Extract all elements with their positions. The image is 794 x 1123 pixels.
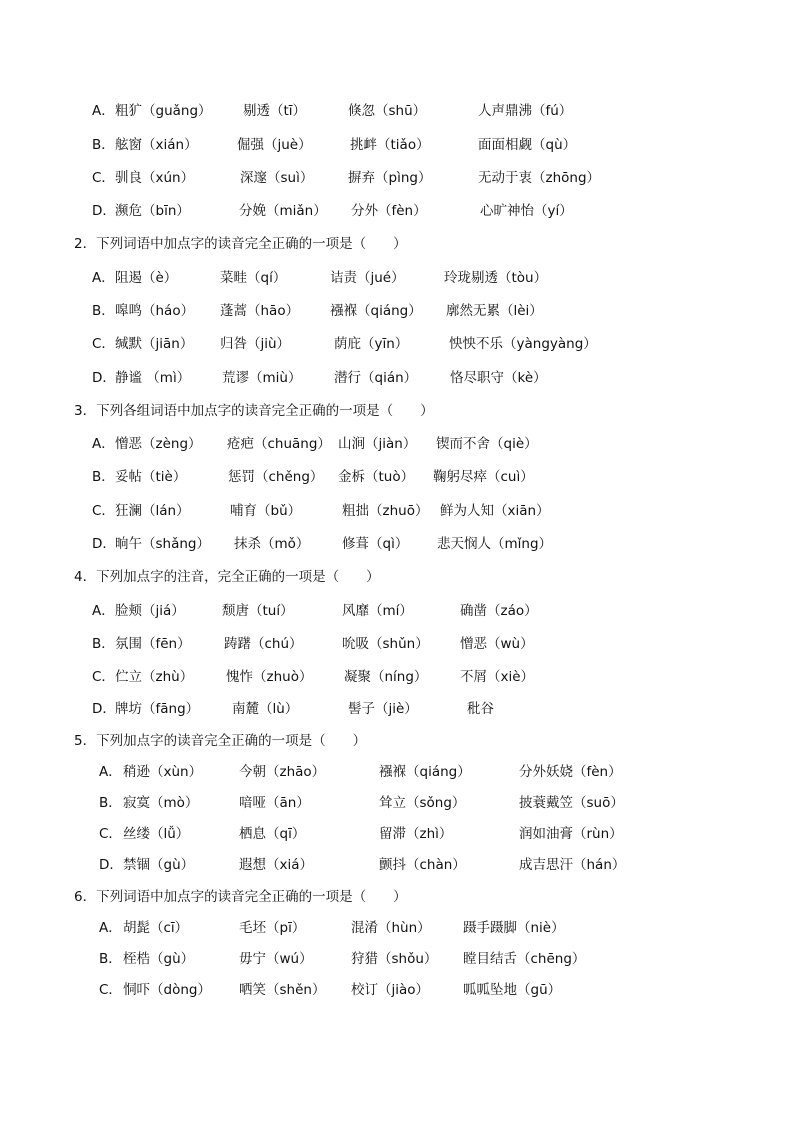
option-item: 憎恶（zèng） xyxy=(115,436,202,452)
option-item: 分外妖娆（fèn） xyxy=(519,764,622,780)
option-letter: B． xyxy=(92,303,115,319)
option-item: 成吉思汗（hán） xyxy=(519,857,626,873)
option-item: 玲珑剔透（tòu） xyxy=(444,270,548,286)
option-row xyxy=(92,466,732,488)
option-item: 潜行（qián） xyxy=(334,370,418,386)
option-item: 颓唐（tuí） xyxy=(222,603,294,619)
option-item: 摒弃（pìng） xyxy=(348,170,432,186)
option-item: 怏怏不乐（yàngyàng） xyxy=(449,336,597,352)
option-item: 深邃（suì） xyxy=(240,170,314,186)
option-item: 缄默（jiān） xyxy=(115,336,194,352)
option-row xyxy=(92,433,732,455)
option-row xyxy=(99,948,739,970)
question-stem: 5．下列加点字的读音完全正确的一项是（ ） xyxy=(74,733,367,749)
option-item: 哺育（bǔ） xyxy=(230,503,302,519)
option-row xyxy=(92,367,732,389)
option-item: 心旷神怡（yí） xyxy=(480,203,573,219)
question-stem: 4．下列加点字的注音，完全正确的一项是（ ） xyxy=(74,569,380,585)
option-row xyxy=(92,698,732,720)
option-item: 校订（jiào） xyxy=(351,982,430,998)
option-row xyxy=(92,633,732,655)
option-item: 吮吸（shǔn） xyxy=(342,636,429,652)
option-item: 氛围（fēn） xyxy=(115,636,191,652)
option-item: 粗犷（guǎng） xyxy=(115,103,212,119)
option-item: 颤抖（chàn） xyxy=(379,857,466,873)
option-letter: D． xyxy=(92,536,116,552)
option-item: 疮疤（chuāng） xyxy=(227,436,331,452)
option-row xyxy=(99,854,739,876)
option-letter: B． xyxy=(92,137,115,153)
option-item: 栖息（qī） xyxy=(239,826,306,842)
option-row xyxy=(92,666,732,688)
option-item: 不屑（xiè） xyxy=(460,669,535,685)
option-item: 鞠躬尽瘁（cuì） xyxy=(433,469,534,485)
option-item: 抹杀（mǒ） xyxy=(234,536,310,552)
option-row xyxy=(92,600,732,622)
option-item: 胡髭（cī） xyxy=(123,920,189,936)
option-item: 风靡（mí） xyxy=(342,603,413,619)
option-item: 剔透（tī） xyxy=(243,103,307,119)
option-item: 踌躇（chú） xyxy=(224,636,303,652)
option-letter: C． xyxy=(99,982,122,998)
option-item: 妥帖（tiè） xyxy=(115,469,187,485)
option-item: 廓然无累（lèi） xyxy=(446,303,543,319)
option-letter: A． xyxy=(92,603,115,619)
option-item: 濒危（bīn） xyxy=(115,203,190,219)
option-item: 遐想（xiá） xyxy=(239,857,314,873)
option-item: 禁锢（gù） xyxy=(123,857,195,873)
option-item: 鲜为人知（xiān） xyxy=(440,503,550,519)
option-item: 倏忽（shū） xyxy=(348,103,427,119)
option-item: 蓬蒿（hāo） xyxy=(220,303,300,319)
option-letter: B． xyxy=(99,795,122,811)
option-item: 蹑手蹑脚（niè） xyxy=(463,920,565,936)
option-letter: B． xyxy=(92,469,115,485)
option-item: 挑衅（tiǎo） xyxy=(350,137,430,153)
option-row xyxy=(92,134,732,156)
option-item: 倔强（juè） xyxy=(237,137,312,153)
option-item: 伫立（zhù） xyxy=(115,669,194,685)
option-item: 稍逊（xùn） xyxy=(123,764,203,780)
option-item: 桎梏（gù） xyxy=(123,951,195,967)
option-item: 归咎（jiù） xyxy=(220,336,291,352)
option-item: 分娩（miǎn） xyxy=(239,203,327,219)
option-item: 恪尽职守（kè） xyxy=(450,370,547,386)
option-item: 面面相觑（qù） xyxy=(478,137,577,153)
option-letter: D． xyxy=(99,857,123,873)
option-item: 毛坯（pī） xyxy=(239,920,306,936)
option-item: 舷窗（xián） xyxy=(115,137,198,153)
option-item: 愧怍（zhuò） xyxy=(226,669,313,685)
option-item: 润如油膏（rùn） xyxy=(519,826,623,842)
option-item: 襁褓（qiáng） xyxy=(330,303,422,319)
question-stem: 3．下列各组词语中加点字的读音完全正确的一项是（ ） xyxy=(74,403,434,419)
option-item: 襁褓（qiáng） xyxy=(379,764,471,780)
option-letter: D． xyxy=(92,203,116,219)
option-item: 秕谷 xyxy=(467,701,494,717)
option-letter: A． xyxy=(92,270,115,286)
option-item: 山涧（jiàn） xyxy=(338,436,417,452)
option-item: 毋宁（wú） xyxy=(239,951,313,967)
option-item: 丝缕（lǚ） xyxy=(123,826,190,842)
option-row xyxy=(92,333,732,355)
option-item: 菜畦（qí） xyxy=(220,270,287,286)
option-item: 惩罚（chěng） xyxy=(228,469,324,485)
option-row xyxy=(99,979,739,1001)
option-letter: C． xyxy=(92,669,115,685)
option-item: 牌坊（fāng） xyxy=(115,701,200,717)
option-row xyxy=(99,917,739,939)
option-item: 分外（fèn） xyxy=(351,203,427,219)
option-item: 粗拙（zhuō） xyxy=(342,503,429,519)
option-item: 耸立（sǒng） xyxy=(379,795,466,811)
option-item: 留滞（zhì） xyxy=(379,826,453,842)
option-item: 修葺（qì） xyxy=(342,536,409,552)
option-item: 确凿（záo） xyxy=(460,603,538,619)
option-item: 嗥鸣（háo） xyxy=(115,303,195,319)
option-item: 喑哑（ān） xyxy=(239,795,310,811)
option-item: 混淆（hùn） xyxy=(351,920,431,936)
option-item: 披蓑戴笠（suō） xyxy=(519,795,624,811)
option-item: 荒谬（miù） xyxy=(222,370,302,386)
option-letter: A． xyxy=(92,103,115,119)
question-stem: 2．下列词语中加点字的读音完全正确的一项是（ ） xyxy=(74,236,407,252)
option-letter: C． xyxy=(99,826,122,842)
option-item: 无动于衷（zhōng） xyxy=(478,170,601,186)
option-item: 瞠目结舌（chēng） xyxy=(463,951,586,967)
option-letter: B． xyxy=(92,636,115,652)
option-item: 人声鼎沸（fú） xyxy=(478,103,573,119)
option-letter: C． xyxy=(92,336,115,352)
option-row xyxy=(99,761,739,783)
option-item: 南麓（lù） xyxy=(232,701,299,717)
option-row xyxy=(92,200,732,222)
option-row xyxy=(99,823,739,845)
option-letter: D． xyxy=(92,370,116,386)
question-stem: 6．下列词语中加点字的读音完全正确的一项是（ ） xyxy=(74,889,407,905)
option-item: 凝聚（níng） xyxy=(344,669,428,685)
option-item: 驯良（xún） xyxy=(115,170,195,186)
option-item: 呱呱坠地（gū） xyxy=(463,982,562,998)
option-item: 金柝（tuò） xyxy=(338,469,415,485)
option-item: 阻遏（è） xyxy=(115,270,178,286)
option-letter: A． xyxy=(92,436,115,452)
option-item: 脸颊（jiá） xyxy=(115,603,185,619)
option-letter: D． xyxy=(92,701,116,717)
option-row xyxy=(99,792,739,814)
option-letter: A． xyxy=(99,764,122,780)
option-letter: B． xyxy=(99,951,122,967)
option-row xyxy=(92,167,732,189)
option-row xyxy=(92,267,732,289)
option-item: 静谧 （mì） xyxy=(115,370,191,386)
option-item: 狂澜（lán） xyxy=(115,503,190,519)
option-row xyxy=(92,300,732,322)
option-item: 恫吓（dòng） xyxy=(123,982,211,998)
option-letter: C． xyxy=(92,170,115,186)
option-item: 哂笑（shěn） xyxy=(239,982,326,998)
option-item: 诘责（jué） xyxy=(330,270,405,286)
option-item: 晌午（shǎng） xyxy=(115,536,210,552)
option-row xyxy=(92,500,732,522)
option-item: 寂寞（mò） xyxy=(123,795,199,811)
option-row xyxy=(92,100,732,122)
option-item: 狩猎（shǒu） xyxy=(351,951,438,967)
option-item: 今朝（zhāo） xyxy=(239,764,326,780)
option-item: 荫庇（yīn） xyxy=(334,336,409,352)
option-row xyxy=(92,533,732,555)
option-item: 锲而不舍（qiè） xyxy=(436,436,538,452)
option-item: 髻子（jiè） xyxy=(348,701,418,717)
option-letter: C． xyxy=(92,503,115,519)
option-item: 悲天悯人（mǐng） xyxy=(437,536,553,552)
option-item: 憎恶（wù） xyxy=(460,636,534,652)
option-letter: A． xyxy=(99,920,122,936)
